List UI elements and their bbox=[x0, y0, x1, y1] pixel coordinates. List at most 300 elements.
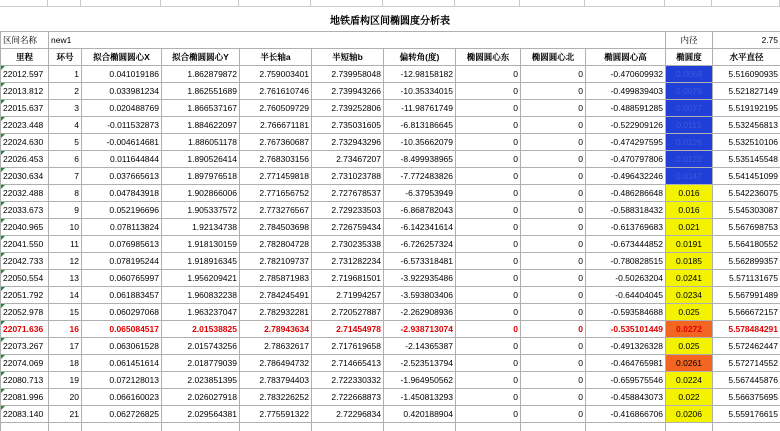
ellipticity-cell[interactable]: 0.0272 bbox=[666, 321, 713, 338]
info-row bbox=[1, 32, 780, 49]
table-cell[interactable]: -11.98761749 bbox=[384, 100, 456, 117]
table-cell[interactable]: 0 bbox=[521, 253, 586, 270]
table-cell[interactable]: 17 bbox=[49, 338, 82, 355]
table-cell[interactable]: 0 bbox=[456, 338, 521, 355]
table-cell[interactable]: 22051.792 bbox=[1, 287, 49, 304]
table-cell[interactable]: 3 bbox=[49, 100, 82, 117]
table-cell[interactable]: -0.486286648 bbox=[586, 185, 666, 202]
table-cell[interactable]: 21 bbox=[49, 406, 82, 423]
table-cell[interactable]: 2.720527887 bbox=[312, 304, 384, 321]
table-cell[interactable]: -10.35662079 bbox=[384, 134, 456, 151]
table-cell[interactable]: 2.773276567 bbox=[240, 202, 312, 219]
table-cell[interactable]: 2.783794403 bbox=[240, 372, 312, 389]
ellipticity-cell[interactable]: 0.0077 bbox=[666, 100, 713, 117]
table-cell[interactable]: 0 bbox=[456, 100, 521, 117]
table-cell[interactable]: -0.613769683 bbox=[586, 219, 666, 236]
table-row bbox=[1, 236, 780, 253]
table-cell[interactable]: -0.474297595 bbox=[586, 134, 666, 151]
table-cell[interactable]: 0 bbox=[456, 202, 521, 219]
table-cell[interactable]: 22050.554 bbox=[1, 270, 49, 287]
table-cell[interactable]: 0.065084517 bbox=[82, 321, 162, 338]
column-header[interactable]: 拟合椭圆圆心X bbox=[82, 49, 162, 66]
table-cell[interactable]: 5.535145548 bbox=[713, 151, 780, 168]
table-cell[interactable]: 2.782109737 bbox=[240, 253, 312, 270]
table-cell[interactable]: -3.922935486 bbox=[384, 270, 456, 287]
table-cell[interactable]: 0 bbox=[456, 372, 521, 389]
table-cell[interactable]: 19 bbox=[49, 372, 82, 389]
table-cell[interactable]: -0.491326328 bbox=[586, 338, 666, 355]
table-cell[interactable]: 2.739958048 bbox=[312, 66, 384, 83]
table-cell[interactable]: 0 bbox=[456, 168, 521, 185]
table-cell[interactable]: 1.960832238 bbox=[162, 287, 240, 304]
table-cell[interactable]: -0.673444852 bbox=[586, 236, 666, 253]
table-cell[interactable]: 0 bbox=[521, 168, 586, 185]
table-cell[interactable]: 0 bbox=[521, 202, 586, 219]
table-cell[interactable]: 22083.140 bbox=[1, 406, 49, 423]
table-cell[interactable]: 22040.965 bbox=[1, 219, 49, 236]
column-header[interactable]: 半短轴b bbox=[312, 49, 384, 66]
table-row bbox=[1, 185, 780, 202]
table-cell[interactable]: 14 bbox=[49, 287, 82, 304]
table-cell[interactable]: -2.523513794 bbox=[384, 355, 456, 372]
empty-cell[interactable] bbox=[49, 423, 82, 431]
table-cell[interactable]: 1.890526414 bbox=[162, 151, 240, 168]
ellipticity-cell[interactable]: 0.0261 bbox=[666, 355, 713, 372]
table-cell[interactable]: 5.562899357 bbox=[713, 253, 780, 270]
ellipticity-cell[interactable]: 0.025 bbox=[666, 304, 713, 321]
table-cell[interactable]: 22071.636 bbox=[1, 321, 49, 338]
table-cell[interactable]: 0.037665613 bbox=[82, 168, 162, 185]
table-cell[interactable]: -0.780828515 bbox=[586, 253, 666, 270]
table-cell[interactable]: 0 bbox=[521, 355, 586, 372]
table-cell[interactable]: 0 bbox=[521, 151, 586, 168]
table-cell[interactable]: -7.772483826 bbox=[384, 168, 456, 185]
table-cell[interactable]: 1.866537167 bbox=[162, 100, 240, 117]
table-cell[interactable]: 2.731282234 bbox=[312, 253, 384, 270]
table-cell[interactable]: 5.567991489 bbox=[713, 287, 780, 304]
table-cell[interactable]: 0.052196696 bbox=[82, 202, 162, 219]
table-cell[interactable]: 0 bbox=[456, 117, 521, 134]
table-cell[interactable]: 0 bbox=[521, 134, 586, 151]
table-cell[interactable]: 7 bbox=[49, 168, 82, 185]
table-cell[interactable]: 8 bbox=[49, 185, 82, 202]
table-cell[interactable]: 0.076985613 bbox=[82, 236, 162, 253]
table-cell[interactable]: 0.062726825 bbox=[82, 406, 162, 423]
table-cell[interactable]: -0.470609932 bbox=[586, 66, 666, 83]
table-cell[interactable]: 2.730235338 bbox=[312, 236, 384, 253]
table-cell[interactable]: 2.768303156 bbox=[240, 151, 312, 168]
empty-cell[interactable] bbox=[666, 423, 713, 431]
empty-cell[interactable] bbox=[586, 423, 666, 431]
table-cell[interactable]: 4 bbox=[49, 117, 82, 134]
table-cell[interactable]: 22033.673 bbox=[1, 202, 49, 219]
table-cell[interactable]: 2.785871983 bbox=[240, 270, 312, 287]
table-cell[interactable]: 2.029564381 bbox=[162, 406, 240, 423]
table-cell[interactable]: -6.726257324 bbox=[384, 236, 456, 253]
table-cell[interactable]: -0.496432246 bbox=[586, 168, 666, 185]
table-cell[interactable]: -0.011532873 bbox=[82, 117, 162, 134]
section-label[interactable]: 区间名称 bbox=[1, 32, 49, 49]
table-cell[interactable]: 22015.637 bbox=[1, 100, 49, 117]
column-header[interactable]: 椭圆圆心高 bbox=[586, 49, 666, 66]
table-cell[interactable]: 2.71994257 bbox=[312, 287, 384, 304]
empty-cell[interactable] bbox=[162, 423, 240, 431]
table-cell[interactable]: 5.566672157 bbox=[713, 304, 780, 321]
table-cell[interactable]: 0 bbox=[521, 270, 586, 287]
table-row bbox=[1, 372, 780, 389]
table-cell[interactable]: 10 bbox=[49, 219, 82, 236]
table-cell[interactable]: -0.64404045 bbox=[586, 287, 666, 304]
table-cell[interactable]: -0.488591285 bbox=[586, 100, 666, 117]
table-cell[interactable]: 1 bbox=[49, 66, 82, 83]
empty-cell[interactable] bbox=[240, 423, 312, 431]
table-cell[interactable]: -0.535101449 bbox=[586, 321, 666, 338]
table-cell[interactable]: 22030.634 bbox=[1, 168, 49, 185]
table-cell[interactable]: -0.004614681 bbox=[82, 134, 162, 151]
table-cell[interactable]: 1.918130159 bbox=[162, 236, 240, 253]
table-cell[interactable]: 2.018779039 bbox=[162, 355, 240, 372]
column-header[interactable]: 拟合椭圆圆心Y bbox=[162, 49, 240, 66]
empty-cell[interactable] bbox=[1, 423, 49, 431]
table-cell[interactable]: 0 bbox=[456, 321, 521, 338]
table-cell[interactable]: 0.060297068 bbox=[82, 304, 162, 321]
table-cell[interactable]: -0.593584688 bbox=[586, 304, 666, 321]
table-cell[interactable]: 2.782932281 bbox=[240, 304, 312, 321]
table-cell[interactable]: 0 bbox=[521, 338, 586, 355]
table-cell[interactable]: 5.578484291 bbox=[713, 321, 780, 338]
table-cell[interactable]: 5.532510106 bbox=[713, 134, 780, 151]
table-cell[interactable]: 0 bbox=[456, 270, 521, 287]
table-row bbox=[1, 287, 780, 304]
ellipticity-cell[interactable]: 0.025 bbox=[666, 338, 713, 355]
table-cell[interactable]: 0.061451614 bbox=[82, 355, 162, 372]
table-cell[interactable]: 22024.630 bbox=[1, 134, 49, 151]
ellipticity-cell[interactable]: 0.0147 bbox=[666, 168, 713, 185]
table-cell[interactable]: 9 bbox=[49, 202, 82, 219]
table-cell[interactable]: 0.078113824 bbox=[82, 219, 162, 236]
table-cell[interactable]: 2.767360687 bbox=[240, 134, 312, 151]
table-row bbox=[1, 321, 780, 338]
empty-cell[interactable] bbox=[521, 423, 586, 431]
table-cell[interactable]: 2.026027918 bbox=[162, 389, 240, 406]
table-cell[interactable]: 2.784503698 bbox=[240, 219, 312, 236]
table-cell[interactable]: -1.964950562 bbox=[384, 372, 456, 389]
table-cell[interactable]: 2.771459818 bbox=[240, 168, 312, 185]
table-cell[interactable]: 22080.713 bbox=[1, 372, 49, 389]
diameter-value[interactable]: 2.75 bbox=[713, 32, 780, 49]
table-cell[interactable]: 22032.488 bbox=[1, 185, 49, 202]
table-cell[interactable]: 0 bbox=[521, 117, 586, 134]
table-cell[interactable]: 2.726759434 bbox=[312, 219, 384, 236]
table-cell[interactable]: 1.886051178 bbox=[162, 134, 240, 151]
ellipticity-cell[interactable]: 0.0185 bbox=[666, 253, 713, 270]
table-cell[interactable]: -2.262908936 bbox=[384, 304, 456, 321]
table-cell[interactable]: 0.072128013 bbox=[82, 372, 162, 389]
table-cell[interactable]: -0.50263204 bbox=[586, 270, 666, 287]
table-row bbox=[1, 168, 780, 185]
table-cell[interactable]: 2.732943296 bbox=[312, 134, 384, 151]
ellipticity-cell[interactable]: 0.016 bbox=[666, 185, 713, 202]
empty-cell[interactable] bbox=[82, 423, 162, 431]
table-cell[interactable]: 2.78943634 bbox=[240, 321, 312, 338]
table-cell[interactable]: 22074.069 bbox=[1, 355, 49, 372]
table-cell[interactable]: 0 bbox=[521, 219, 586, 236]
empty-cell[interactable] bbox=[312, 423, 384, 431]
table-cell[interactable]: -6.868782043 bbox=[384, 202, 456, 219]
column-header[interactable]: 椭圆圆心北 bbox=[521, 49, 586, 66]
ellipticity-cell[interactable]: 0.0241 bbox=[666, 270, 713, 287]
table-cell[interactable]: 2.72296834 bbox=[312, 406, 384, 423]
table-cell[interactable]: 0 bbox=[521, 304, 586, 321]
table-cell[interactable]: 0 bbox=[456, 236, 521, 253]
table-cell[interactable]: 2.722330332 bbox=[312, 372, 384, 389]
table-cell[interactable]: 0 bbox=[456, 406, 521, 423]
column-header[interactable]: 里程 bbox=[1, 49, 49, 66]
table-cell[interactable]: 20 bbox=[49, 389, 82, 406]
table-cell[interactable]: 2.015743256 bbox=[162, 338, 240, 355]
table-cell[interactable]: 2.717619658 bbox=[312, 338, 384, 355]
table-cell[interactable]: 22012.597 bbox=[1, 66, 49, 83]
table-cell[interactable]: 0 bbox=[521, 372, 586, 389]
table-cell[interactable]: 2.782804728 bbox=[240, 236, 312, 253]
table-cell[interactable]: 2.786494732 bbox=[240, 355, 312, 372]
table-cell[interactable]: 0 bbox=[456, 185, 521, 202]
table-cell[interactable]: -0.499839403 bbox=[586, 83, 666, 100]
column-header[interactable]: 水平直径 bbox=[713, 49, 780, 66]
table-cell[interactable]: 5.545303087 bbox=[713, 202, 780, 219]
table-cell[interactable]: 1.862879872 bbox=[162, 66, 240, 83]
table-cell[interactable]: 0 bbox=[521, 236, 586, 253]
table-row bbox=[1, 270, 780, 287]
table-cell[interactable]: -8.499938965 bbox=[384, 151, 456, 168]
table-cell[interactable]: 0 bbox=[521, 66, 586, 83]
table-cell[interactable]: 5.516090935 bbox=[713, 66, 780, 83]
table-cell[interactable]: 0.060765997 bbox=[82, 270, 162, 287]
table-cell[interactable]: 0.011644844 bbox=[82, 151, 162, 168]
table-cell[interactable]: 5.541451099 bbox=[713, 168, 780, 185]
table-cell[interactable]: 0 bbox=[456, 83, 521, 100]
table-row bbox=[1, 66, 780, 83]
table-cell[interactable]: 0 bbox=[456, 66, 521, 83]
table-cell[interactable]: 0.033981234 bbox=[82, 83, 162, 100]
table-cell[interactable]: -6.37953949 bbox=[384, 185, 456, 202]
table-cell[interactable]: 2.73467207 bbox=[312, 151, 384, 168]
table-cell[interactable]: 22023.448 bbox=[1, 117, 49, 134]
table-row bbox=[1, 83, 780, 100]
table-cell[interactable]: 0 bbox=[521, 389, 586, 406]
table-cell[interactable]: 0.063061528 bbox=[82, 338, 162, 355]
ellipticity-cell[interactable]: 0.0126 bbox=[666, 134, 713, 151]
ellipticity-cell[interactable]: 0.021 bbox=[666, 219, 713, 236]
ellipticity-cell[interactable]: 0.0079 bbox=[666, 83, 713, 100]
table-cell[interactable]: 2.759003401 bbox=[240, 66, 312, 83]
table-cell[interactable]: 0 bbox=[456, 134, 521, 151]
table-cell[interactable]: 2 bbox=[49, 83, 82, 100]
table-cell[interactable]: 2.727678537 bbox=[312, 185, 384, 202]
column-header[interactable]: 偏转角(度) bbox=[384, 49, 456, 66]
table-cell[interactable]: 2.739252806 bbox=[312, 100, 384, 117]
table-cell[interactable]: 0 bbox=[521, 83, 586, 100]
ellipticity-table bbox=[0, 31, 780, 431]
table-cell[interactable]: -10.35334015 bbox=[384, 83, 456, 100]
ellipticity-cell[interactable]: 0.0224 bbox=[666, 372, 713, 389]
table-cell[interactable]: 2.739943266 bbox=[312, 83, 384, 100]
table-cell[interactable]: 0 bbox=[456, 219, 521, 236]
table-cell[interactable]: 0.020488769 bbox=[82, 100, 162, 117]
table-cell[interactable]: 5.566375695 bbox=[713, 389, 780, 406]
table-cell[interactable]: 5 bbox=[49, 134, 82, 151]
table-cell[interactable]: 1.862551689 bbox=[162, 83, 240, 100]
table-cell[interactable]: 1.897976518 bbox=[162, 168, 240, 185]
table-row bbox=[1, 100, 780, 117]
table-cell[interactable]: -0.470797806 bbox=[586, 151, 666, 168]
table-cell[interactable]: 1.918916345 bbox=[162, 253, 240, 270]
table-cell[interactable]: 2.771656752 bbox=[240, 185, 312, 202]
table-cell[interactable]: 5.572714552 bbox=[713, 355, 780, 372]
table-cell[interactable]: 6 bbox=[49, 151, 82, 168]
table-cell[interactable]: 22073.267 bbox=[1, 338, 49, 355]
table-cell[interactable]: 2.719681501 bbox=[312, 270, 384, 287]
table-cell[interactable]: 5.567445876 bbox=[713, 372, 780, 389]
table-cell[interactable]: 2.78632617 bbox=[240, 338, 312, 355]
ellipticity-cell[interactable]: 0.022 bbox=[666, 389, 713, 406]
table-cell[interactable]: -2.14365387 bbox=[384, 338, 456, 355]
table-cell[interactable]: 2.760509729 bbox=[240, 100, 312, 117]
table-cell[interactable]: 1.956209421 bbox=[162, 270, 240, 287]
column-header[interactable]: 椭圆圆心东 bbox=[456, 49, 521, 66]
table-cell[interactable]: -2.938713074 bbox=[384, 321, 456, 338]
table-cell[interactable]: -3.593803406 bbox=[384, 287, 456, 304]
empty-cell[interactable] bbox=[713, 423, 780, 431]
table-cell[interactable]: 0 bbox=[521, 100, 586, 117]
table-cell[interactable]: 5.567698753 bbox=[713, 219, 780, 236]
table-cell[interactable]: 2.722668873 bbox=[312, 389, 384, 406]
table-cell[interactable]: 5.542236075 bbox=[713, 185, 780, 202]
table-cell[interactable]: 22013.812 bbox=[1, 83, 49, 100]
table-cell[interactable]: 5.532456813 bbox=[713, 117, 780, 134]
table-cell[interactable]: 0.078195244 bbox=[82, 253, 162, 270]
table-row bbox=[1, 219, 780, 236]
table-cell[interactable]: 11 bbox=[49, 236, 82, 253]
table-cell[interactable]: 16 bbox=[49, 321, 82, 338]
table-cell[interactable]: 1.905337572 bbox=[162, 202, 240, 219]
table-cell[interactable]: 5.521827149 bbox=[713, 83, 780, 100]
data-grid bbox=[0, 31, 780, 431]
table-cell[interactable]: 5.564180552 bbox=[713, 236, 780, 253]
table-cell[interactable]: 2.729233503 bbox=[312, 202, 384, 219]
table-cell[interactable]: 2.01538825 bbox=[162, 321, 240, 338]
column-header[interactable]: 椭圆度 bbox=[666, 49, 713, 66]
ellipticity-cell[interactable]: 0.0206 bbox=[666, 406, 713, 423]
table-cell[interactable]: 0 bbox=[456, 355, 521, 372]
table-cell[interactable]: 0 bbox=[521, 406, 586, 423]
column-header-strip bbox=[0, 0, 780, 7]
table-cell[interactable]: 5.571131675 bbox=[713, 270, 780, 287]
table-cell[interactable]: 0 bbox=[456, 151, 521, 168]
table-cell[interactable]: 2.714665413 bbox=[312, 355, 384, 372]
sheet-title: 地铁盾构区间椭圆度分析表 bbox=[330, 15, 450, 27]
table-cell[interactable]: 2.775591322 bbox=[240, 406, 312, 423]
table-cell[interactable]: 0.420188904 bbox=[384, 406, 456, 423]
empty-cell[interactable] bbox=[384, 423, 456, 431]
table-cell[interactable]: 5.559176615 bbox=[713, 406, 780, 423]
section-value[interactable]: new1 bbox=[49, 32, 666, 49]
table-cell[interactable]: -0.522909126 bbox=[586, 117, 666, 134]
table-cell[interactable]: 22052.978 bbox=[1, 304, 49, 321]
table-cell[interactable]: 12 bbox=[49, 253, 82, 270]
table-cell[interactable]: 2.023851395 bbox=[162, 372, 240, 389]
table-cell[interactable]: 22042.733 bbox=[1, 253, 49, 270]
ellipticity-cell[interactable]: 0.0069 bbox=[666, 66, 713, 83]
table-cell[interactable]: -0.458843073 bbox=[586, 389, 666, 406]
table-cell[interactable]: 0.066160023 bbox=[82, 389, 162, 406]
table-cell[interactable]: 0 bbox=[456, 253, 521, 270]
table-cell[interactable]: 0 bbox=[521, 287, 586, 304]
table-cell[interactable]: 2.731023788 bbox=[312, 168, 384, 185]
table-cell[interactable]: -0.659575546 bbox=[586, 372, 666, 389]
table-cell[interactable]: 22026.453 bbox=[1, 151, 49, 168]
table-cell[interactable]: -0.464765981 bbox=[586, 355, 666, 372]
table-cell[interactable]: 18 bbox=[49, 355, 82, 372]
column-header[interactable]: 环号 bbox=[49, 49, 82, 66]
column-header[interactable]: 半长轴a bbox=[240, 49, 312, 66]
table-cell[interactable]: 2.761610746 bbox=[240, 83, 312, 100]
table-cell[interactable]: 1.963237047 bbox=[162, 304, 240, 321]
table-cell[interactable]: 0 bbox=[521, 185, 586, 202]
ellipticity-cell[interactable]: 0.0122 bbox=[666, 151, 713, 168]
table-row bbox=[1, 151, 780, 168]
table-cell[interactable]: 5.519192195 bbox=[713, 100, 780, 117]
table-cell[interactable]: 2.735031605 bbox=[312, 117, 384, 134]
ellipticity-cell[interactable]: 0.0191 bbox=[666, 236, 713, 253]
table-cell[interactable]: 2.783226252 bbox=[240, 389, 312, 406]
table-cell[interactable]: 2.766671181 bbox=[240, 117, 312, 134]
ellipticity-cell[interactable]: 0.0115 bbox=[666, 117, 713, 134]
table-cell[interactable]: 0 bbox=[456, 287, 521, 304]
table-cell[interactable]: 1.902866006 bbox=[162, 185, 240, 202]
table-cell[interactable]: 0 bbox=[456, 304, 521, 321]
table-cell[interactable]: 5.572462447 bbox=[713, 338, 780, 355]
table-cell[interactable]: 22081.996 bbox=[1, 389, 49, 406]
table-cell[interactable]: -0.588318432 bbox=[586, 202, 666, 219]
table-cell[interactable]: 2.784245491 bbox=[240, 287, 312, 304]
table-cell[interactable]: 0 bbox=[456, 389, 521, 406]
table-cell[interactable]: 13 bbox=[49, 270, 82, 287]
table-cell[interactable]: 0 bbox=[521, 321, 586, 338]
table-cell[interactable]: -6.142341614 bbox=[384, 219, 456, 236]
table-cell[interactable]: 1.884622097 bbox=[162, 117, 240, 134]
ellipticity-cell[interactable]: 0.016 bbox=[666, 202, 713, 219]
table-cell[interactable]: 0.047843918 bbox=[82, 185, 162, 202]
table-cell[interactable]: 15 bbox=[49, 304, 82, 321]
table-cell[interactable]: -6.573318481 bbox=[384, 253, 456, 270]
empty-cell[interactable] bbox=[456, 423, 521, 431]
table-cell[interactable]: 0.041019186 bbox=[82, 66, 162, 83]
table-cell[interactable]: 1.92134738 bbox=[162, 219, 240, 236]
table-cell[interactable]: -6.813186645 bbox=[384, 117, 456, 134]
table-cell[interactable]: 0.061883457 bbox=[82, 287, 162, 304]
diameter-label[interactable]: 内径 bbox=[666, 32, 713, 49]
table-cell[interactable]: -0.416866706 bbox=[586, 406, 666, 423]
table-row bbox=[1, 406, 780, 423]
table-cell[interactable]: -1.450813293 bbox=[384, 389, 456, 406]
table-cell[interactable]: 2.71454978 bbox=[312, 321, 384, 338]
table-row bbox=[1, 202, 780, 219]
table-cell[interactable]: 22041.550 bbox=[1, 236, 49, 253]
table-row bbox=[1, 253, 780, 270]
ellipticity-cell[interactable]: 0.0234 bbox=[666, 287, 713, 304]
table-cell[interactable]: -12.98158182 bbox=[384, 66, 456, 83]
